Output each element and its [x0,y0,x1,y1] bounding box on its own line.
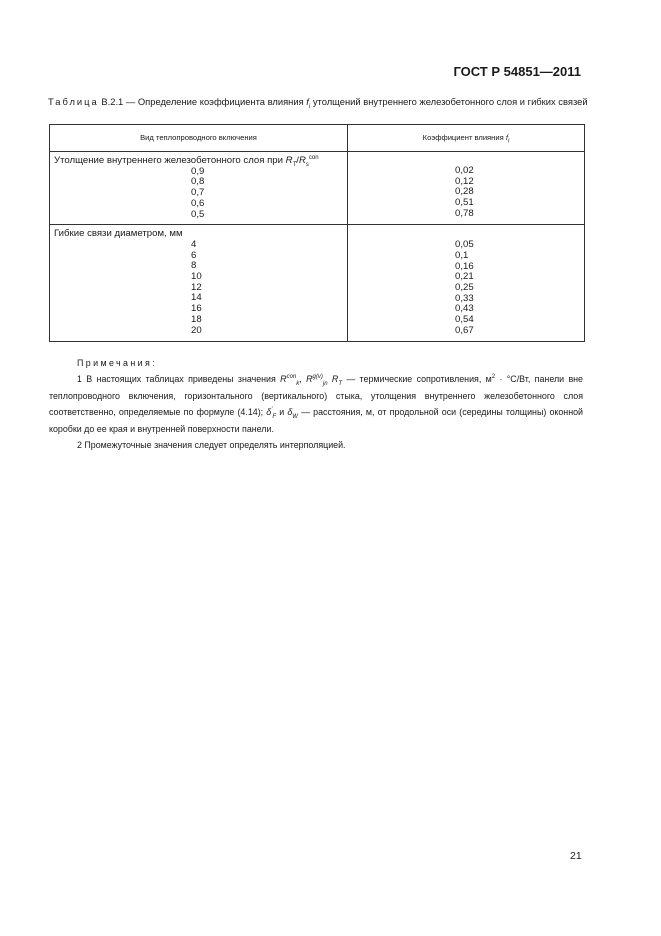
diameter-value: 12 [191,281,202,293]
coefficient-value: 0,16 [455,260,474,272]
group1-title-text: Утолщение внутреннего железобетонного слоя при [54,155,286,166]
caption-text-before: Определение коэффициента влияния [137,96,307,107]
coefficient-value: 0,1 [455,249,469,261]
col2-header-sub: i [507,138,510,145]
diameter-value: 4 [191,238,197,250]
coefficient-value: 0,78 [455,207,474,219]
diameter-value: 8 [191,260,197,272]
ratio-r1: R [285,155,293,166]
coefficient-value: 0,21 [455,271,474,283]
coefficient-value: 0,51 [455,197,474,209]
coefficient-value: 0,54 [455,314,474,326]
diameter-value: 16 [191,303,202,315]
note1-text-d: — расстояния, м, от продольной оси (середины толщины) оконной коробки до ее края и внутренней поверхности панели. [49,407,583,434]
note1-text-b: — термические сопротивления, м [341,374,492,385]
ratio-slash: / [296,155,299,166]
col-header-coefficient [348,125,585,152]
caption-number: В.2.1 [101,96,124,107]
ratio-r2-sup: con [308,154,319,161]
table-caption [48,95,588,108]
ratio-value: 0,8 [191,176,205,188]
caption-symbol: f [306,96,309,107]
caption-dash: — [123,96,138,107]
caption-symbol-sub: i [308,103,311,110]
ratio-value: 0,6 [191,197,205,209]
group2-title: Гибкие связи диаметром, мм [54,228,183,240]
symbol-rk: R [280,374,287,385]
coefficient-value: 0,25 [455,282,474,294]
symbol-delta-w: δ [287,407,293,418]
table-group-thickening [50,152,585,225]
symbol-delta-f: δ [266,407,272,418]
notes-section [49,355,583,453]
coefficient-value: 0,02 [455,165,474,176]
symbol-delta-f-sup: ' [271,407,273,414]
symbol-rjn-sup: g(v) [312,374,323,381]
note1-text-a: 1 В настоящих таблицах приведены значения [77,374,281,385]
caption-text-after: утолщений внутреннего железобетонного слоя и гибких связей [310,96,588,107]
note1-text-c: · °С/Вт, панели вне теплопроводного включения, горизонтального (вертикального) стыка, утолщения внутреннего железобетонного слоя соответственно, определяемые по формуле (4.14); [49,374,583,418]
note1-and: и [276,407,288,418]
ratio-r2-sub: s [305,161,309,168]
coefficient-value: 0,12 [455,175,474,187]
notes-title: Примечания: [77,358,158,368]
symbol-delta-w-sub: W [292,414,298,420]
diameter-value: 14 [191,292,202,304]
unit-sup: 2 [491,374,496,381]
note1-comma: , [299,374,307,385]
caption-label: Таблица [48,96,99,107]
symbol-rt-sub: T [338,381,342,388]
symbol-rk-sub: k [296,381,300,388]
symbol-rjn: R [306,374,313,385]
group2-values-cell [348,225,585,341]
diameter-value: 6 [191,249,197,261]
page-number: 21 [570,850,582,862]
ratio-value: 0,9 [191,165,205,177]
table-header-row [50,125,585,152]
diameter-value: 18 [191,313,202,325]
coefficient-value: 0,33 [455,292,474,304]
col2-header-text: Коэффициент влияния [422,132,506,142]
note-2: 2 Промежуточные значения следует определять интерполяцией. [77,440,346,451]
col2-header-symbol: f [505,132,508,142]
coefficient-value: 0,67 [455,324,474,336]
col-header-inclusion-type: Вид теплопроводного включения [50,125,348,152]
symbol-delta-f-sub: F [272,414,277,420]
diameter-value: 10 [191,271,202,283]
coefficient-value: 0,05 [455,239,474,251]
ratio-value: 0,7 [191,187,205,199]
symbol-rt: R [331,374,339,385]
coefficient-table [49,124,585,342]
note-1 [49,371,583,437]
ratio-r1-sub: T [292,161,297,168]
ratio-r2: R [298,155,306,166]
coefficient-value: 0,28 [455,186,474,198]
group1-values-cell [348,152,585,225]
ratio-value: 0,5 [191,208,205,220]
group2-label-cell [50,225,348,341]
symbol-rjn-sub: jn [322,381,328,388]
document-header: ГОСТ Р 54851—2011 [453,64,581,79]
coefficient-value: 0,43 [455,303,474,315]
symbol-rk-sup: con [286,374,297,381]
table-group-flexible-ties [50,225,585,341]
diameter-value: 20 [191,324,202,336]
group1-label-cell [50,152,348,225]
